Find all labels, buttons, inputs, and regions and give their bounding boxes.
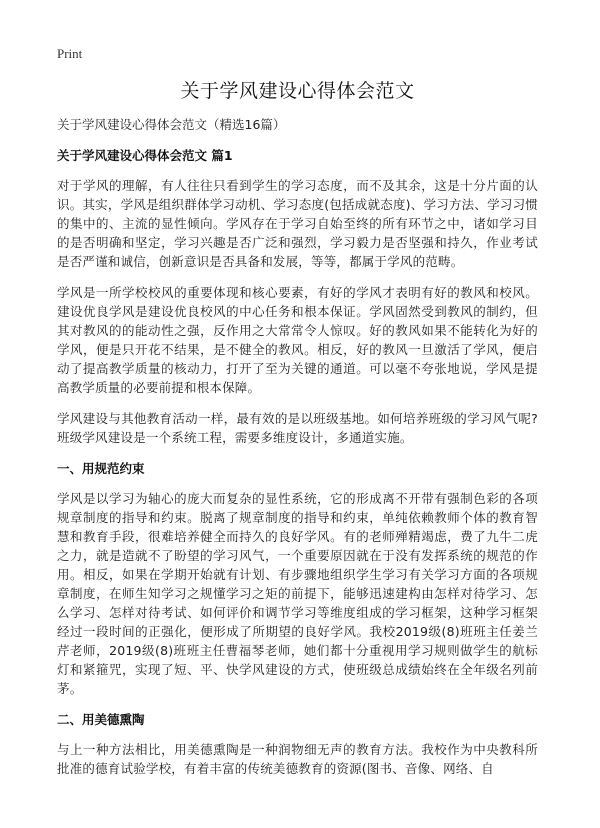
intro-paragraph-1: 对于学风的理解，有人往往只看到学生的学习态度，而不及其余，这是十分片面的认识。其实，学风是组织群体学习动机、学习态度(包括成就态度)、学习方法、学习习惯的集中的、主流的显性倾向。学风存在于学习自始至终的所有环节之中，诸如学习目的是否明确和坚定，学习兴趣是否广泛和强烈，学习毅力是否坚强和持久，作业考试是否严谨和诚信，创新意识是否具备和发展，等等，都属于学风的范畴。 (57, 178, 538, 269)
section-heading-virtue: 二、用美德熏陶 (57, 712, 145, 727)
section-norms-paragraph: 学风是以学习为轴心的庞大而复杂的显性系统，它的形成离不开带有强制色彩的各项规章制度的指导和约束。脱离了规章制度的指导和约束，单纯依赖教师个体的教育智慧和教育手段，很难培养健全而持久的良好学风。有的老师殚精竭虑，费了九牛二虎之力，就是造就不了盼望的学习风气，一个重要原因就在于没有发挥系统的规范的作用。相反，如果在学期开始就有计划、有步骤地组织学生学习有关学习方面的各项规章制度，在师生知学习之规懂学习之矩的前提下，能够迅速建构由怎样对待学习、怎么学习、怎样对待考试、如何评价和调节学习等维度组成的学习框架，这种学习框架经过一段时间的正强化，便形成了所期望的良好学风。我校2019级(8)班班主任姜兰芹老师，2019级(8)班班主任曹福琴老师，她们都十分重视用学习规则做学生的航标灯和紧箍咒，实现了短、平、快学风建设的方式，使班级总成绩始终在全年级名列前茅。 (57, 491, 538, 696)
article-heading: 关于学风建设心得体会范文 篇1 (57, 148, 233, 163)
document-subtitle: 关于学风建设心得体会范文（精选16篇） (57, 117, 286, 132)
section-virtue-paragraph: 与上一种方法相比，用美德熏陶是一种润物细无声的教育方法。我校作为中央教科所批准的德育试验学校，有着丰富的传统美德教育的资源(图书、音像、网络、自 (57, 742, 538, 776)
intro-paragraph-2: 学风是一所学校校风的重要体现和核心要素，有好的学风才表明有好的教风和校风。建设优良学风是建设优良校风的中心任务和根本保证。学风固然受到教风的制约，但其对教风的的能动性之强，反作用之大常常令人惊叹。好的教风如果不能转化为好的学风，便是只开花不结果，是不健全的教风。相反，好的教风一旦激活了学风，便启动了提高教学质量的核动力，打开了至为关键的通道。可以毫不夸张地说，学风是提高教学质量的必要前提和根本保障。 (57, 285, 538, 395)
section-heading-norms: 一、用规范约束 (57, 461, 145, 476)
intro-paragraph-3: 学风建设与其他教育活动一样，最有效的是以班级基地。如何培养班级的学习风气呢?班级学风建设是一个系统工程，需要多维度设计，多通道实施。 (57, 411, 538, 445)
print-label[interactable]: Print (57, 46, 83, 61)
document-title: 关于学风建设心得体会范文 (180, 80, 415, 102)
